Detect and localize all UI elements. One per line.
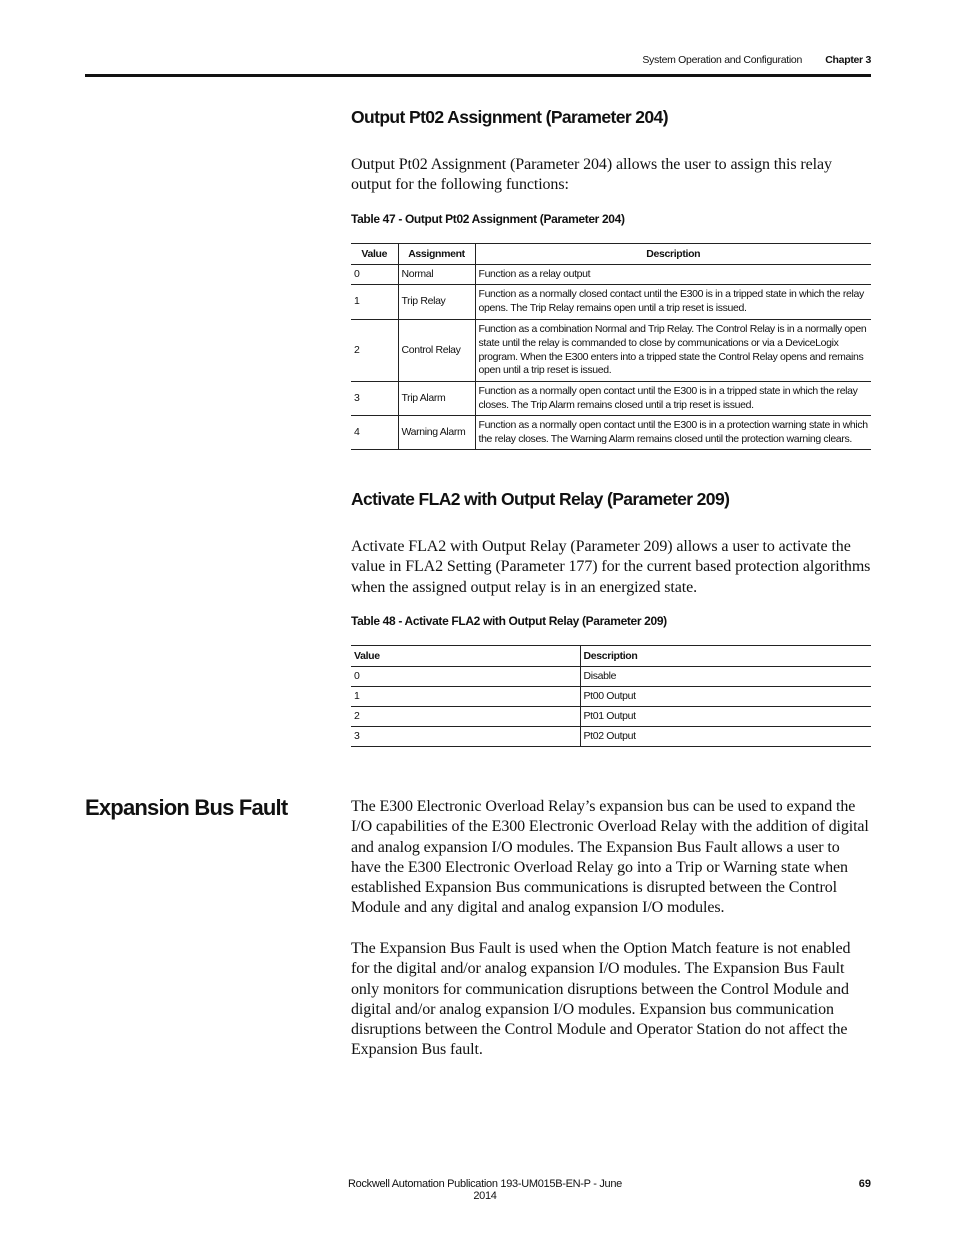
description-cell: Pt02 Output	[580, 727, 871, 747]
table47-caption: Table 47 - Output Pt02 Assignment (Parameter 204)	[351, 212, 625, 226]
table48	[351, 645, 871, 747]
page-number: 69	[858, 1178, 871, 1190]
assignment-cell: Trip Alarm	[398, 382, 475, 416]
description-cell: Function as a combination Normal and Trip Relay. The Control Relay is in a normally open state until the relay is commanded to close by communications or via a DeviceLogix program. When the E300 enters into a tripped state the Control Relay opens and remains open until a trip reset is issued.	[475, 320, 871, 382]
value-cell: 4	[351, 416, 398, 450]
running-header-section: System Operation and Configuration	[642, 54, 802, 66]
description-cell: Function as a relay output	[475, 265, 871, 285]
table-row	[351, 667, 871, 687]
value-cell: 0	[351, 265, 398, 285]
expansion-paragraph-2: The Expansion Bus Fault is used when the Option Match feature is not enabled for the digital and/or analog expansion I/O modules. The Expansion Bus Fault only monitors for communication disruptions between the Control Module and digital and/or analog expansion I/O modules. Expansion bus communication disruptions between the Control Module and Operator Station do not affect the Expansion Bus fault.	[351, 940, 851, 1059]
table-row	[351, 727, 871, 747]
assignment-cell: Control Relay	[398, 320, 475, 382]
table47-header-assignment: Assignment	[398, 244, 475, 265]
table-row	[351, 285, 871, 320]
table48-caption: Table 48 - Activate FLA2 with Output Relay (Parameter 209)	[351, 614, 667, 628]
description-cell: Function as a normally open contact until the E300 is in a tripped state in which the relay closes. The Trip Alarm remains closed until a trip reset is issued.	[475, 382, 871, 416]
expansion-paragraph-1: The E300 Electronic Overload Relay’s expansion bus can be used to expand the I/O capabilities of the E300 Electronic Overload Relay with the addition of digital and analog expansion I/O modules. The Expansion Bus Fault allows a user to have the E300 Electronic Overload Relay go into a Trip or Warning state when established Expansion Bus communications is disrupted between the Control Module and any digital and analog expansion I/O modules.	[351, 798, 869, 917]
table-row	[351, 416, 871, 450]
footer-publication: Rockwell Automation Publication 193-UM015B-EN-P - June 2014	[347, 1178, 623, 1202]
value-cell: 3	[351, 727, 580, 747]
description-cell: Function as a normally open contact until the E300 is in a protection warning state in which the relay closes. The Warning Alarm remains closed until the protection warning clears.	[475, 416, 871, 450]
table-row	[351, 687, 871, 707]
table-row	[351, 265, 871, 285]
table47-header-row	[351, 244, 871, 265]
running-header-chapter: Chapter 3	[825, 54, 871, 66]
table47-header-value: Value	[351, 244, 398, 265]
assignment-cell: Normal	[398, 265, 475, 285]
pt02-heading: Output Pt02 Assignment (Parameter 204)	[351, 107, 668, 127]
table-row	[351, 707, 871, 727]
description-cell: Pt00 Output	[580, 687, 871, 707]
value-cell: 1	[351, 285, 398, 320]
assignment-cell: Warning Alarm	[398, 416, 475, 450]
description-cell: Disable	[580, 667, 871, 687]
description-cell: Pt01 Output	[580, 707, 871, 727]
table-row	[351, 382, 871, 416]
table48-header-description: Description	[580, 646, 871, 667]
fla2-paragraph: Activate FLA2 with Output Relay (Parameter 209) allows a user to activate the value in FLA2 Setting (Parameter 177) for the current based protection algorithms when the assigned output relay is in an energized state.	[351, 538, 871, 596]
value-cell: 1	[351, 687, 580, 707]
assignment-cell: Trip Relay	[398, 285, 475, 320]
table48-header-value: Value	[351, 646, 580, 667]
header-rule	[85, 74, 871, 77]
value-cell: 0	[351, 667, 580, 687]
description-cell: Function as a normally closed contact until the E300 is in a tripped state in which the relay opens. The Trip Relay remains open until a trip reset is issued.	[475, 285, 871, 320]
expansion-bus-fault-heading: Expansion Bus Fault	[85, 795, 288, 820]
value-cell: 3	[351, 382, 398, 416]
table47-header-description: Description	[475, 244, 871, 265]
table48-header-row	[351, 646, 871, 667]
table-row	[351, 320, 871, 382]
value-cell: 2	[351, 320, 398, 382]
fla2-heading: Activate FLA2 with Output Relay (Parameter 209)	[351, 489, 730, 509]
pt02-paragraph: Output Pt02 Assignment (Parameter 204) allows the user to assign this relay output for the following functions:	[351, 156, 832, 194]
value-cell: 2	[351, 707, 580, 727]
table47	[351, 243, 871, 450]
